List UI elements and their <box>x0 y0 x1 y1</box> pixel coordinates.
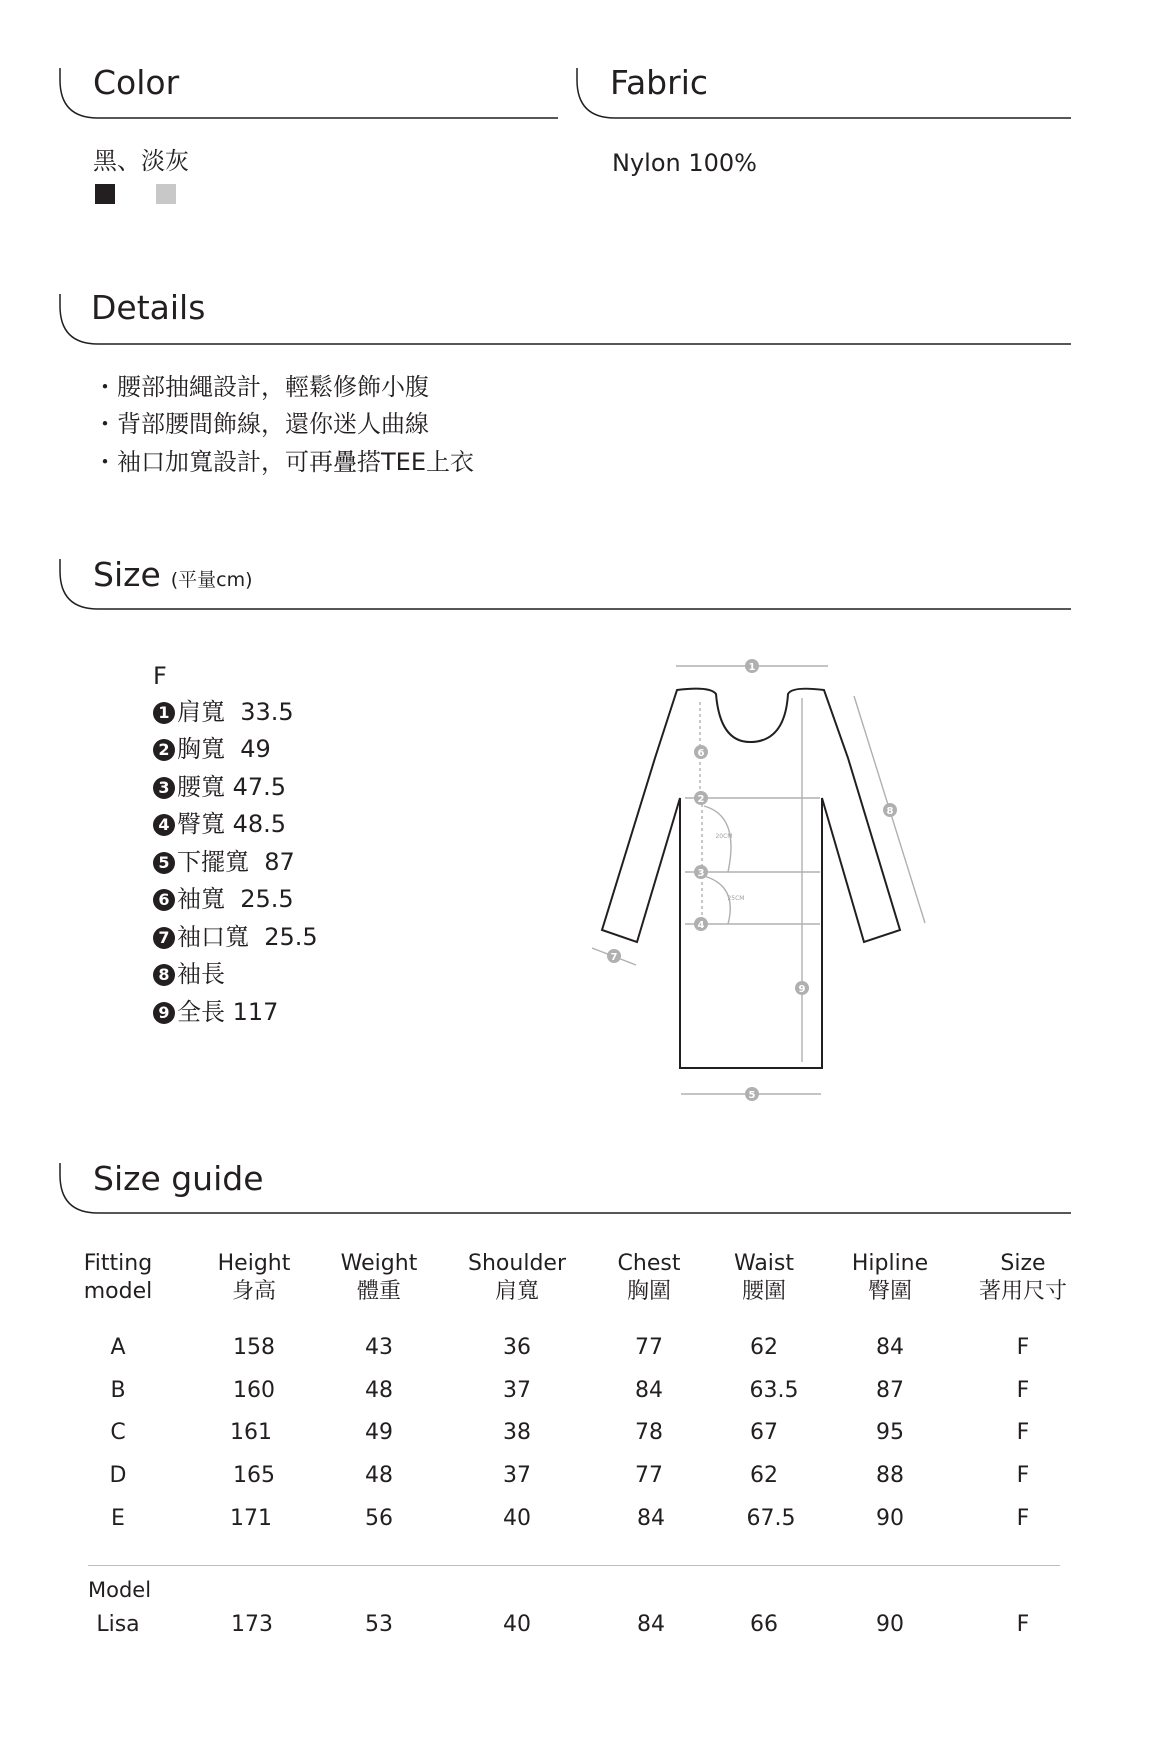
table-cell: F <box>1016 1420 1030 1445</box>
table-cell: F <box>1016 1463 1030 1488</box>
table-cell: 53 <box>365 1612 393 1637</box>
diagram-dim-label: 25CM <box>727 895 745 902</box>
spec-value: 47.5 <box>232 773 287 801</box>
header-zh: 體重 <box>356 1279 401 1304</box>
table-cell: 171 <box>230 1506 272 1531</box>
color-value: 黑、淡灰 <box>93 147 189 175</box>
table-cell: 88 <box>876 1463 904 1488</box>
spec-value: 87 <box>264 848 295 876</box>
header-chest <box>618 1250 681 1306</box>
table-cell: 40 <box>503 1506 531 1531</box>
table-cell: 90 <box>876 1612 904 1637</box>
swatch-light-gray <box>156 184 176 204</box>
spec-label: 臀寬 <box>177 810 225 838</box>
table-cell: 87 <box>876 1378 904 1403</box>
spec-value: 33.5 <box>240 698 294 726</box>
spec-sleeve-length <box>153 959 233 989</box>
table-cell: 49 <box>365 1420 393 1445</box>
table-cell: 48 <box>365 1378 393 1403</box>
detail-item: ・背部腰間飾線，還你迷人曲線 <box>93 410 429 438</box>
table-cell: 77 <box>635 1335 663 1360</box>
table-cell: D <box>109 1463 127 1488</box>
diagram-marker-label: 6 <box>697 748 705 759</box>
table-cell: Lisa <box>96 1612 140 1637</box>
table-cell: 78 <box>635 1420 663 1445</box>
header-en: Waist <box>733 1251 795 1276</box>
table-cell: 77 <box>635 1463 663 1488</box>
table-cell: 66 <box>750 1612 778 1637</box>
table-cell: 90 <box>876 1506 904 1531</box>
spec-label: 肩寬 <box>177 698 225 726</box>
spec-value: 25.5 <box>264 923 318 951</box>
size-title-text: Size <box>93 555 161 594</box>
measure-lines <box>592 666 925 1094</box>
spec-cuff-width <box>153 922 318 952</box>
header-zh: 臀圍 <box>867 1279 913 1304</box>
spec-number: 9 <box>153 1002 175 1024</box>
spec-total-length <box>153 997 278 1027</box>
header-hipline <box>852 1250 928 1306</box>
spec-number: 7 <box>153 927 175 949</box>
table-cell: 161 <box>230 1420 272 1445</box>
table-cell: 158 <box>233 1335 275 1360</box>
table-cell: 36 <box>503 1335 531 1360</box>
table-cell: 173 <box>231 1612 273 1637</box>
spec-number: 4 <box>153 814 175 836</box>
header-zh: model <box>83 1279 153 1304</box>
header-zh: 身高 <box>231 1279 277 1304</box>
size-guide-title: Size guide <box>93 1159 264 1198</box>
diagram-marker-label: 7 <box>610 952 618 963</box>
header-zh: 肩寬 <box>494 1279 539 1304</box>
details-title: Details <box>91 288 206 327</box>
table-cell: 40 <box>503 1612 531 1637</box>
dress-outline <box>602 689 900 1068</box>
size-label: F <box>153 662 167 690</box>
spec-number: 6 <box>153 889 175 911</box>
spec-number: 2 <box>153 739 175 761</box>
diagram-marker-label: 8 <box>886 806 894 817</box>
diagram-marker-label: 1 <box>748 662 756 673</box>
spec-value: 25.5 <box>240 885 294 913</box>
fabric-value: Nylon 100% <box>612 149 757 177</box>
header-zh: 著用尺寸 <box>978 1279 1068 1304</box>
header-size <box>979 1250 1067 1306</box>
table-cell: E <box>111 1506 125 1531</box>
diagram-marker-label: 3 <box>697 868 705 879</box>
table-cell: 37 <box>503 1378 531 1403</box>
details-section-divider <box>58 292 1073 348</box>
spec-waist-width <box>153 772 286 802</box>
table-cell: 38 <box>503 1420 531 1445</box>
swatch-black <box>95 184 115 204</box>
table-cell: A <box>110 1335 126 1360</box>
table-cell: 67.5 <box>746 1506 796 1531</box>
table-cell: B <box>110 1378 126 1403</box>
spec-chest-width <box>153 734 271 764</box>
table-cell: F <box>1016 1378 1030 1403</box>
fabric-title: Fabric <box>610 63 709 102</box>
spec-value: 49 <box>240 735 271 763</box>
model-caption: Model <box>88 1578 152 1602</box>
table-cell: F <box>1016 1612 1030 1637</box>
spec-number: 1 <box>153 702 175 724</box>
spec-label: 胸寬 <box>177 735 225 763</box>
table-cell: 160 <box>233 1378 275 1403</box>
spec-hem-width <box>153 847 295 877</box>
header-en: Shoulder <box>468 1251 566 1276</box>
color-title: Color <box>93 63 180 102</box>
header-en: Hipline <box>851 1251 929 1276</box>
spec-label: 全長 <box>177 998 225 1026</box>
detail-item: ・腰部抽繩設計，輕鬆修飾小腹 <box>93 373 429 401</box>
diagram-dim-label: 20CM <box>715 833 733 840</box>
spec-label: 腰寬 <box>177 773 225 801</box>
table-cell: F <box>1016 1506 1030 1531</box>
garment-diagram <box>580 650 940 1110</box>
spec-label: 下擺寬 <box>177 848 249 876</box>
table-cell: 84 <box>635 1378 663 1403</box>
table-cell: 63.5 <box>749 1378 799 1403</box>
spec-shoulder-width <box>153 697 294 727</box>
diagram-marker-label: 9 <box>798 984 806 995</box>
header-weight <box>341 1250 418 1306</box>
header-shoulder <box>468 1250 566 1306</box>
header-fitting-model <box>84 1250 153 1306</box>
header-waist <box>734 1250 794 1306</box>
spec-label: 袖寬 <box>177 885 225 913</box>
detail-item: ・袖口加寬設計，可再疊搭TEE上衣 <box>93 448 474 476</box>
size-title <box>93 555 253 600</box>
spec-label: 袖口寬 <box>177 923 249 951</box>
table-cell: 62 <box>750 1463 778 1488</box>
header-zh: 腰圍 <box>741 1279 786 1304</box>
header-en: Weight <box>340 1251 418 1276</box>
table-cell: 95 <box>876 1420 904 1445</box>
table-cell: 43 <box>365 1335 393 1360</box>
header-en: Fitting <box>83 1251 153 1276</box>
table-cell: 37 <box>503 1463 531 1488</box>
header-zh: 胸圍 <box>626 1279 671 1304</box>
spec-value: 117 <box>232 998 279 1026</box>
header-height <box>218 1250 291 1306</box>
header-en: Height <box>217 1251 291 1276</box>
table-cell: 56 <box>365 1506 393 1531</box>
spec-sleeve-width <box>153 884 294 914</box>
table-cell: 165 <box>233 1463 275 1488</box>
table-cell: 84 <box>637 1612 665 1637</box>
spec-hip-width <box>153 809 286 839</box>
table-cell: 67 <box>750 1420 778 1445</box>
diagram-marker-label: 4 <box>697 920 705 931</box>
header-en: Chest <box>617 1251 681 1276</box>
spec-number: 3 <box>153 777 175 799</box>
spec-number: 5 <box>153 852 175 874</box>
diagram-marker-label: 2 <box>697 794 705 805</box>
table-divider <box>88 1565 1060 1566</box>
header-en: Size <box>1000 1251 1046 1276</box>
table-cell: 62 <box>750 1335 778 1360</box>
table-cell: F <box>1016 1335 1030 1360</box>
table-cell: 84 <box>637 1506 665 1531</box>
spec-value: 48.5 <box>232 810 287 838</box>
table-cell: 48 <box>365 1463 393 1488</box>
table-cell: C <box>110 1420 126 1445</box>
table-cell: 84 <box>876 1335 904 1360</box>
spec-label: 袖長 <box>177 960 225 988</box>
spec-number: 8 <box>153 964 175 986</box>
size-unit: (平量cm) <box>170 569 253 591</box>
diagram-marker-label: 5 <box>748 1090 756 1101</box>
